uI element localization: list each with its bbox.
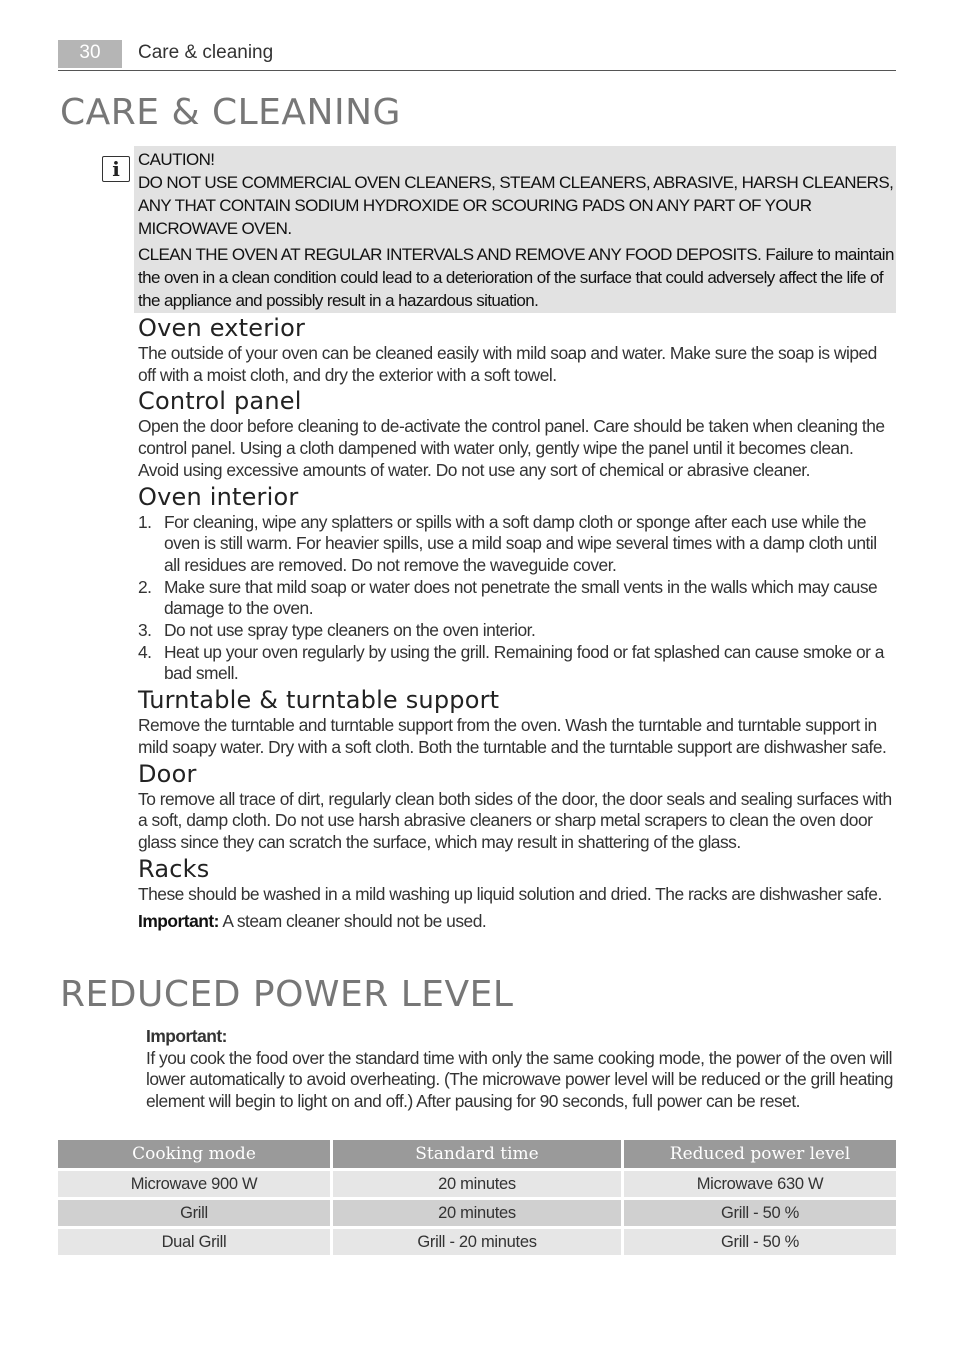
page-number: 30 (58, 40, 122, 68)
table-cell: Grill - 50 % (624, 1229, 896, 1258)
important-label: Important: (138, 911, 219, 932)
caution-line-1: DO NOT USE COMMERCIAL OVEN CLEANERS, STEAM CLEANERS, ABRASIVE, HARSH CLEANERS, ANY THAT CONTAIN SODIUM HYDROXIDE OR SCOURING PADS ON ANY PART OF YOUR MICROWAVE OVEN. (138, 173, 894, 238)
care-content (138, 313, 896, 933)
caution-heading: CAUTION! (138, 150, 215, 169)
table-row (58, 1229, 896, 1258)
oven-exterior-heading: Oven exterior (138, 314, 306, 342)
table-cell: 20 minutes (333, 1171, 624, 1200)
reduced-power-title: REDUCED POWER LEVEL (60, 974, 514, 1015)
caution-line-2: CLEAN THE OVEN AT REGULAR INTERVALS AND REMOVE ANY FOOD DEPOSITS. Failure to maintain the oven in a clean condition could lead to a deterioration of the surface that could adversely affect the life of the appliance and possibly result in a hazardous situation. (138, 245, 894, 310)
column-header: Standard time (333, 1140, 624, 1171)
reduced-power-content (146, 1026, 894, 1113)
power-important-text: If you cook the food over the standard time with only the same cooking mode, the power of the oven will lower automatically to avoid overheating. (The microwave power level will be reduced or the grill heating element will begin to light on and off.) After pausing for 90 seconds, full power can be reset. (146, 1047, 893, 1112)
page-header (58, 40, 896, 71)
door-heading: Door (138, 759, 197, 788)
table-cell: Grill (58, 1200, 333, 1229)
table-row (58, 1171, 896, 1200)
door-text: To remove all trace of dirt, regularly clean both sides of the door, the door seals and sealing surfaces with a soft, damp cloth. Do not use harsh abrasive cleaners or sharp metal scrapers to clean the oven door glass since they can scratch the surface, which may result in shattering of the glass. (138, 788, 892, 852)
oven-interior-heading: Oven interior (138, 482, 299, 511)
table-cell: Grill - 20 minutes (333, 1229, 624, 1258)
list-item-text: Heat up your oven regularly by using the grill. Remaining food or fat splashed can cause smoke or a bad smell. (164, 641, 884, 684)
power-important-label: Important: (146, 1026, 227, 1046)
table-cell: Grill - 50 % (624, 1200, 896, 1229)
list-item-text: For cleaning, wipe any splatters or spills with a soft damp cloth or sponge after each use while the oven is still warm. For heavier spills, use a mild soap and wipe several times with a damp cloth until all residues are removed. Do not remove the waveguide cover. (164, 511, 877, 575)
care-cleaning-title: CARE & CLEANING (60, 92, 401, 133)
list-item-number: 3. (138, 620, 152, 641)
racks-important (138, 911, 896, 933)
list-item (138, 620, 896, 642)
list-item-number: 2. (138, 576, 152, 597)
column-header: Cooking mode (58, 1140, 333, 1171)
important-text: A steam cleaner should not be used. (222, 911, 487, 932)
table-cell: 20 minutes (333, 1200, 624, 1229)
table-cell: Microwave 900 W (58, 1171, 333, 1200)
column-header: Reduced power level (624, 1140, 896, 1171)
list-item-number: 4. (138, 641, 152, 662)
turntable-heading: Turntable & turntable support (138, 686, 500, 715)
oven-interior-list (138, 512, 896, 686)
header-section-title: Care & cleaning (138, 42, 274, 63)
oven-exterior-text: The outside of your oven can be cleaned easily with mild soap and water. Make sure the soap is wiped off with a moist cloth, and dry the exterior with a soft towel. (138, 343, 877, 385)
turntable-text: Remove the turntable and turntable support from the oven. Wash the turntable and turntable support in mild soapy water. Dry with a soft cloth. Both the turntable and the turntable support are dishwasher safe. (138, 715, 887, 757)
list-item (138, 642, 896, 685)
list-item-text: Make sure that mild soap or water does not penetrate the small vents in the walls which may cause damage to the oven. (164, 576, 878, 619)
list-item-text: Do not use spray type cleaners on the oven interior. (164, 620, 536, 641)
list-item-number: 1. (138, 511, 152, 532)
control-panel-heading: Control panel (138, 387, 302, 416)
racks-text: These should be washed in a mild washing up liquid solution and dried. The racks are dishwasher safe. (138, 883, 882, 904)
list-item (138, 577, 896, 620)
racks-heading: Racks (138, 854, 210, 883)
info-icon: i (102, 156, 130, 182)
control-panel-text: Open the door before cleaning to de-activate the control panel. Care should be taken when cleaning the control panel. Using a cloth dampened with water only, gently wipe the panel until it becomes clean. Avoid using excessive amounts of water. Do not use any sort of chemical or abrasive cleaner. (138, 416, 885, 480)
table-cell: Dual Grill (58, 1229, 333, 1258)
table-cell: Microwave 630 W (624, 1171, 896, 1200)
power-table (58, 1140, 896, 1258)
table-row (58, 1200, 896, 1229)
caution-text (138, 148, 894, 312)
list-item (138, 512, 896, 577)
